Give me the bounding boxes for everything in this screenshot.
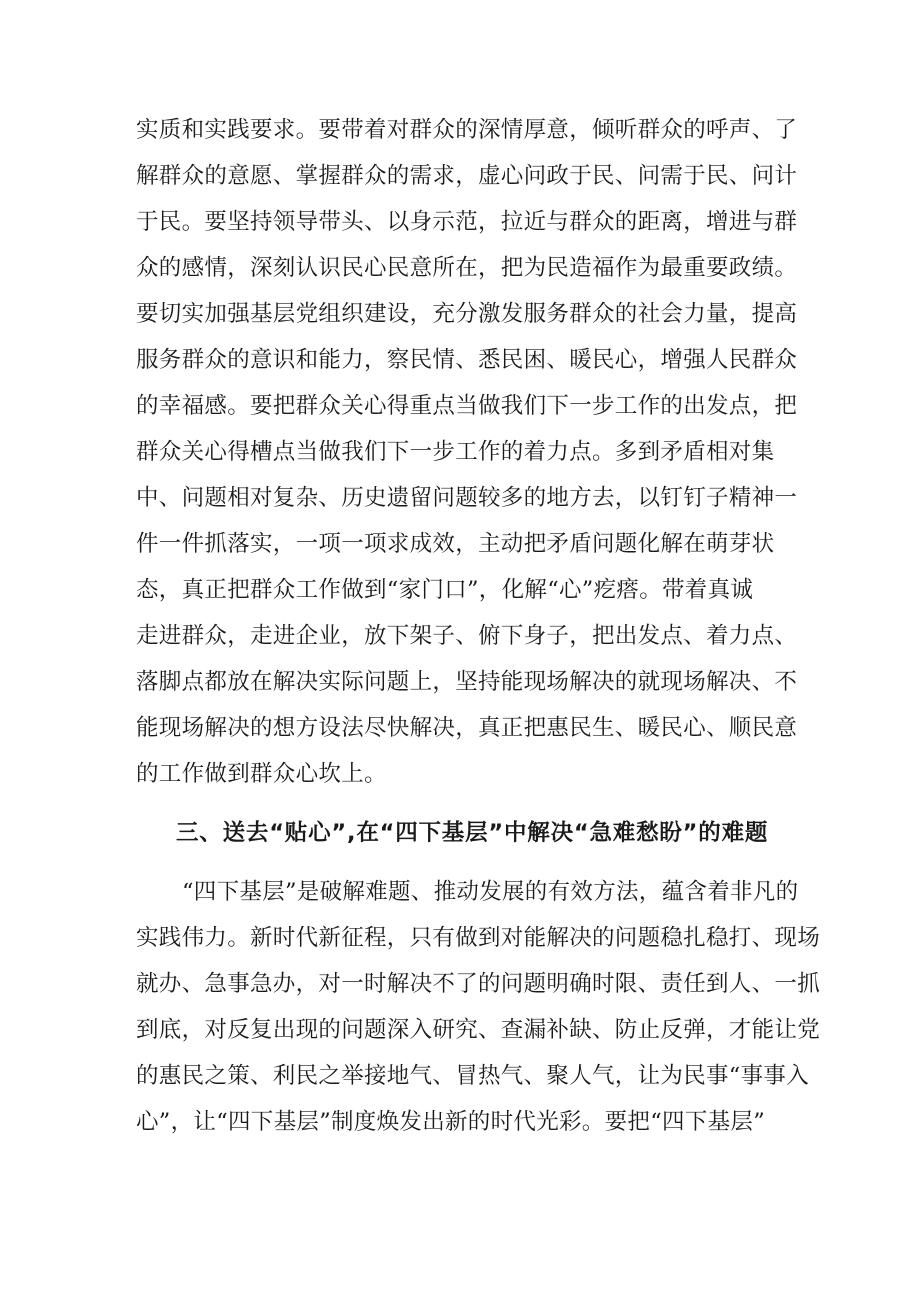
- paragraph-1-line-3: 于民。要坚持领导带头、以身示范，拉近与群众的距离，增进与群: [136, 209, 798, 235]
- paragraph-2-line-1: “四下基层”是破解难题、推动发展的有效方法，蕴含着非凡的: [182, 879, 799, 905]
- paragraph-1-line-1: 实质和实践要求。要带着对群众的深情厚意，倾听群众的呼声、了: [136, 117, 798, 143]
- paragraph-2-line-6: 心”，让“四下基层”制度焕发出新的时代光彩。要把“四下基层”: [136, 1109, 766, 1135]
- paragraph-2-line-2: 实践伟力。新时代新征程，只有做到对能解决的问题稳扎稳打、现场: [136, 925, 821, 951]
- paragraph-1-line-7: 的幸福感。要把群众关心得重点当做我们下一步工作的出发点，把: [136, 393, 798, 419]
- paragraph-1-line-13: 落脚点都放在解决实际问题上，坚持能现场解决的就现场解决、不: [136, 669, 798, 695]
- paragraph-1-line-4: 众的感情，深刻认识民心民意所在，把为民造福作为最重要政绩。: [136, 255, 798, 281]
- paragraph-2-line-5: 的惠民之策、利民之举接地气、冒热气、聚人气，让为民事“事事入: [136, 1063, 810, 1089]
- paragraph-2-line-4: 到底，对反复出现的问题深入研究、查漏补缺、防止反弹，才能让党: [136, 1017, 821, 1043]
- paragraph-1-line-8: 群众关心得槽点当做我们下一步工作的着力点。多到矛盾相对集: [136, 439, 775, 465]
- paragraph-1-line-9: 中、问题相对复杂、历史遗留问题较多的地方去，以钉钉子精神一: [136, 485, 798, 511]
- paragraph-1-line-12: 走进群众，走进企业，放下架子、俯下身子，把出发点、着力点、: [136, 623, 798, 649]
- paragraph-1-line-10: 件一件抓落实，一项一项求成效，主动把矛盾问题化解在萌芽状: [136, 531, 775, 557]
- paragraph-1-line-14: 能现场解决的想方设法尽快解决，真正把惠民生、暖民心、顺民意: [136, 715, 798, 741]
- paragraph-1-line-6: 服务群众的意识和能力，察民情、悉民困、暖民心，增强人民群众: [136, 347, 798, 373]
- paragraph-1-line-2: 解群众的意愿、掌握群众的需求，虚心问政于民、问需于民、问计: [136, 163, 798, 189]
- section-heading: 三、送去“贴心”,在“四下基层”中解决“急难愁盼”的难题: [176, 820, 769, 846]
- paragraph-1-line-11: 态，真正把群众工作做到“家门口”，化解“心”疙瘩。带着真诚: [136, 577, 754, 603]
- paragraph-2-line-3: 就办、急事急办，对一时解决不了的问题明确时限、责任到人、一抓: [136, 971, 821, 997]
- paragraph-1-line-15: 的工作做到群众心坎上。: [136, 761, 387, 787]
- paragraph-1-line-5: 要切实加强基层党组织建设，充分激发服务群众的社会力量，提高: [136, 301, 798, 327]
